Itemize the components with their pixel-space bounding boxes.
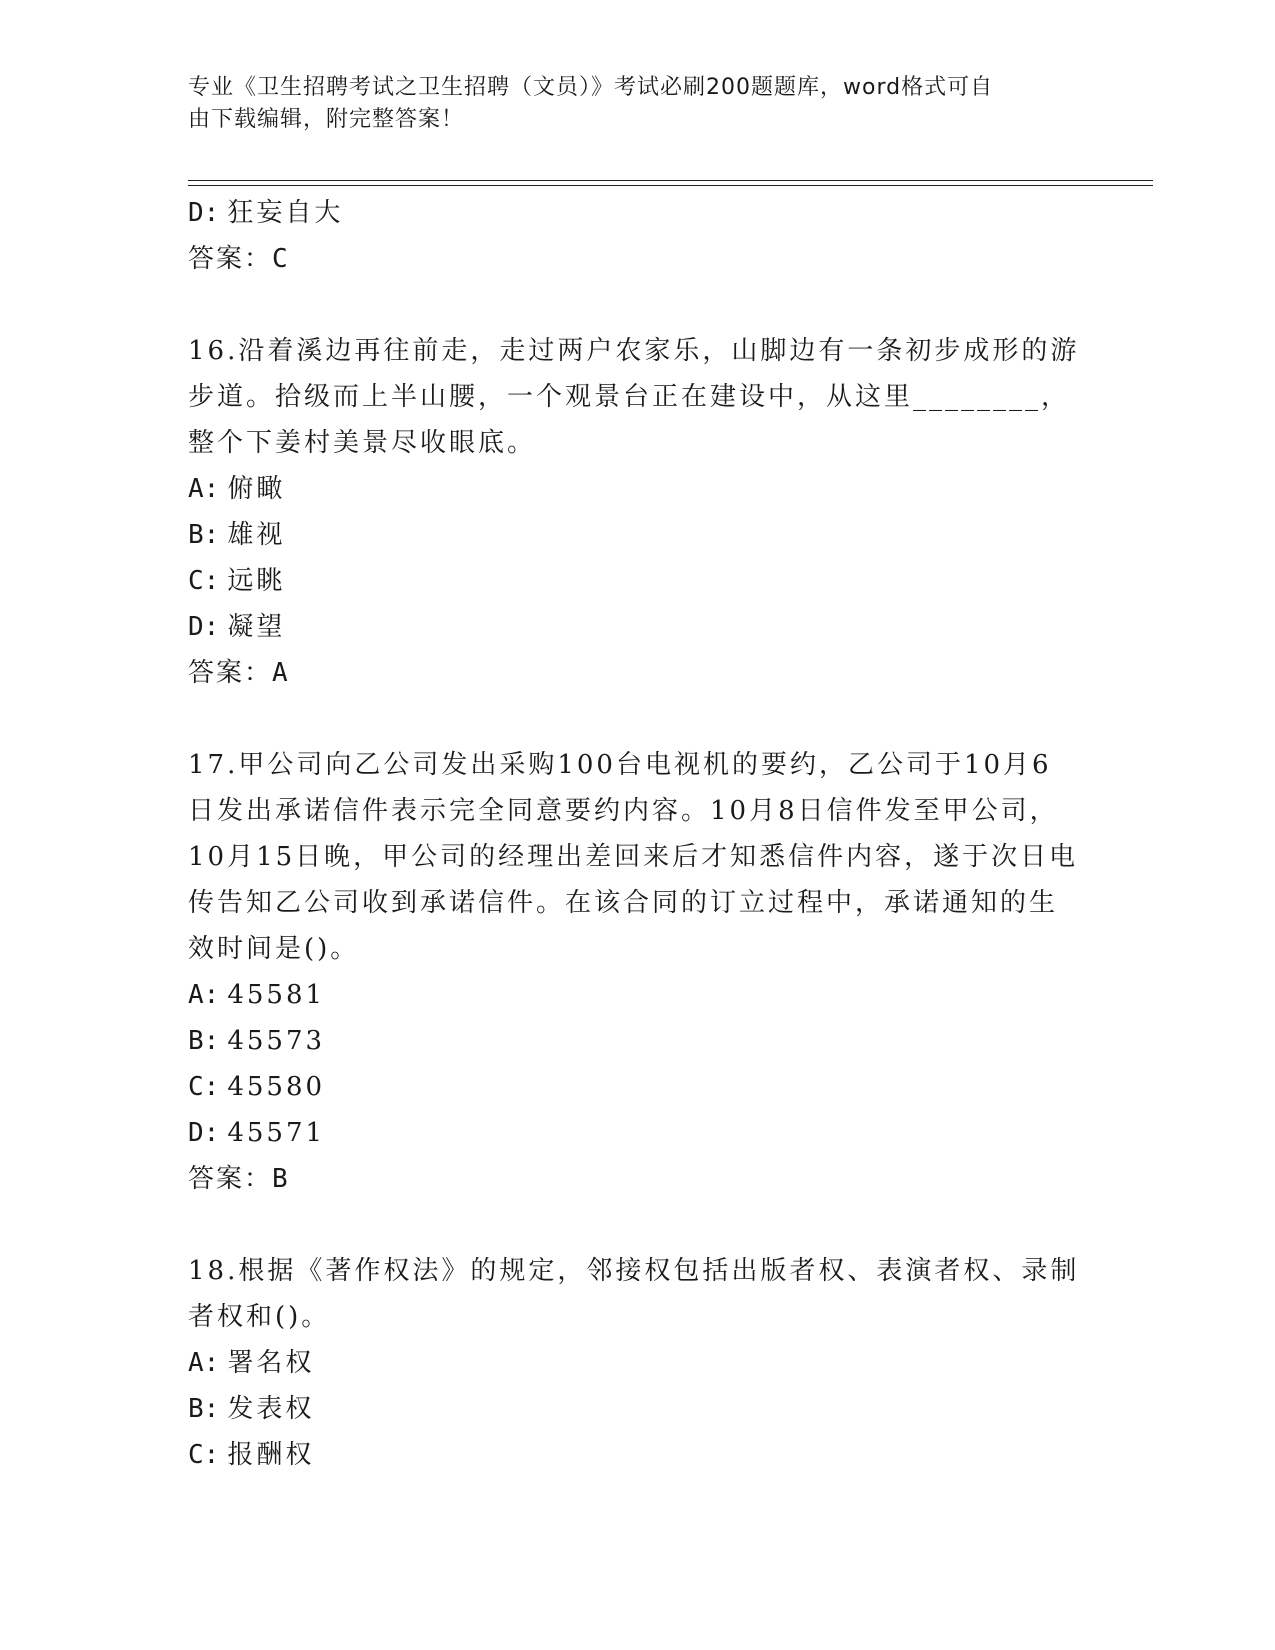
question-stem-line: 步道。拾级而上半山腰，一个观景台正在建设中，从这里________， bbox=[188, 382, 1071, 412]
option-a bbox=[188, 466, 1088, 512]
header-divider-bottom bbox=[188, 185, 1153, 186]
option-letter: D: bbox=[188, 198, 220, 228]
question-stem-line: 17.甲公司向乙公司发出采购100台电视机的要约，乙公司于10月6 bbox=[188, 750, 1052, 780]
option-letter: D: bbox=[188, 612, 220, 642]
option-letter: A: bbox=[188, 980, 220, 1010]
question-18 bbox=[188, 1248, 1088, 1478]
question-stem-line: 18.根据《著作权法》的规定，邻接权包括出版者权、表演者权、录制 bbox=[188, 1256, 1080, 1286]
option-text: 远眺 bbox=[227, 566, 286, 596]
question-content bbox=[188, 190, 1088, 1478]
option-a bbox=[188, 972, 1088, 1018]
question-stem-line: 整个下姜村美景尽收眼底。 bbox=[188, 428, 537, 458]
answer-value: C bbox=[272, 244, 290, 274]
option-text: 署名权 bbox=[227, 1348, 315, 1378]
option-letter: D: bbox=[188, 1118, 220, 1148]
option-b bbox=[188, 1018, 1088, 1064]
option-b bbox=[188, 1386, 1088, 1432]
option-text: 45573 bbox=[227, 1026, 326, 1056]
option-d bbox=[188, 604, 1088, 650]
option-letter: B: bbox=[188, 520, 220, 550]
option-letter: C: bbox=[188, 1440, 220, 1470]
option-text: 报酬权 bbox=[227, 1440, 315, 1470]
option-text: 45580 bbox=[227, 1072, 326, 1102]
answer-line bbox=[188, 1156, 1088, 1202]
option-d bbox=[188, 1110, 1088, 1156]
option-letter: B: bbox=[188, 1026, 220, 1056]
option-text: 凝望 bbox=[227, 612, 286, 642]
option-c bbox=[188, 558, 1088, 604]
option-text: 发表权 bbox=[227, 1394, 315, 1424]
option-text: 45571 bbox=[227, 1118, 326, 1148]
option-letter: A: bbox=[188, 1348, 220, 1378]
option-letter: A: bbox=[188, 474, 220, 504]
answer-label: 答案： bbox=[188, 658, 273, 688]
question-stem-line: 10月15日晚，甲公司的经理出差回来后才知悉信件内容，遂于次日电 bbox=[188, 842, 1079, 872]
question-stem-line: 效时间是()。 bbox=[188, 934, 360, 964]
question-stem-line: 16.沿着溪边再往前走，走过两户农家乐，山脚边有一条初步成形的游 bbox=[188, 336, 1080, 366]
option-text: 雄视 bbox=[227, 520, 286, 550]
option-a bbox=[188, 1340, 1088, 1386]
header-line-2: 由下载编辑，附完整答案！ bbox=[188, 107, 465, 132]
page-header bbox=[188, 72, 1068, 136]
option-text: 俯瞰 bbox=[227, 474, 286, 504]
header-line-1: 专业《卫生招聘考试之卫生招聘（文员）》考试必刷200题题库，word格式可自 bbox=[188, 75, 994, 100]
answer-label: 答案： bbox=[188, 1164, 273, 1194]
answer-value: A bbox=[272, 658, 290, 688]
option-letter: C: bbox=[188, 1072, 220, 1102]
option-text: 45581 bbox=[227, 980, 326, 1010]
option-d bbox=[188, 190, 1088, 236]
option-text: 狂妄自大 bbox=[227, 198, 344, 228]
option-letter: B: bbox=[188, 1394, 220, 1424]
previous-question-tail bbox=[188, 190, 1088, 282]
question-stem-line: 传告知乙公司收到承诺信件。在该合同的订立过程中，承诺通知的生 bbox=[188, 888, 1059, 918]
question-17 bbox=[188, 742, 1088, 1202]
answer-label: 答案： bbox=[188, 244, 273, 274]
option-c bbox=[188, 1432, 1088, 1478]
answer-line bbox=[188, 236, 1088, 282]
answer-line bbox=[188, 650, 1088, 696]
header-divider-top bbox=[188, 180, 1153, 181]
question-stem-line: 日发出承诺信件表示完全同意要约内容。10月8日信件发至甲公司， bbox=[188, 796, 1059, 826]
option-b bbox=[188, 512, 1088, 558]
option-letter: C: bbox=[188, 566, 220, 596]
answer-value: B bbox=[272, 1164, 290, 1194]
question-stem-line: 者权和()。 bbox=[188, 1302, 331, 1332]
question-16 bbox=[188, 328, 1088, 696]
option-c bbox=[188, 1064, 1088, 1110]
